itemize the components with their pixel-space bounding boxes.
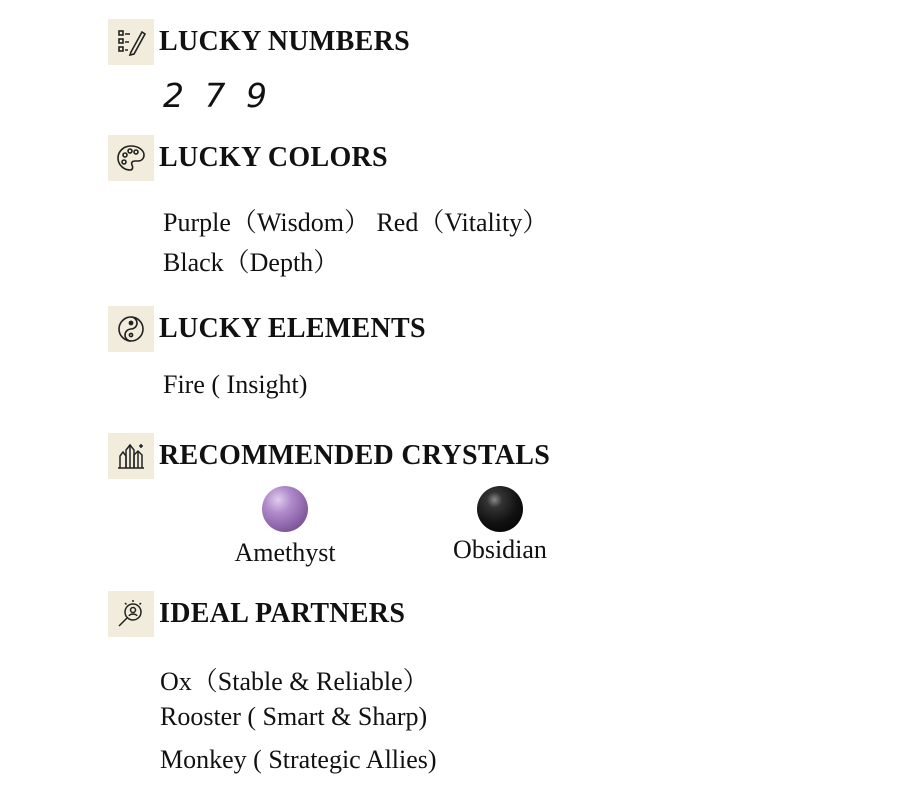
obsidian-orb [477, 486, 523, 532]
section-title: IDEAL PARTNERS [159, 598, 406, 629]
recommended-crystals-header [108, 433, 550, 479]
crystal-obsidian [430, 486, 570, 565]
ideal-partners-header [108, 591, 405, 637]
lucky-numbers-values: 2 7 9 [163, 76, 267, 115]
partner-item: Rooster ( Smart & Sharp) [160, 702, 428, 731]
section-title: LUCKY COLORS [159, 142, 388, 173]
amethyst-orb [262, 486, 308, 532]
lucky-colors-line-2: Black（Depth） [163, 248, 340, 277]
checklist-pencil-icon [108, 19, 154, 65]
partners-search-icon [108, 591, 154, 637]
partner-item: Monkey ( Strategic Allies) [160, 745, 437, 774]
lucky-colors-header [108, 135, 388, 181]
section-title: LUCKY NUMBERS [159, 26, 410, 57]
crystal-amethyst [215, 486, 355, 568]
crystal-cluster-icon [108, 433, 154, 479]
lucky-elements-header [108, 306, 426, 352]
section-title: RECOMMENDED CRYSTALS [159, 440, 551, 471]
crystal-label: Obsidian [453, 535, 547, 564]
lucky-numbers-header [108, 19, 410, 65]
palette-icon [108, 135, 154, 181]
section-title: LUCKY ELEMENTS [159, 313, 426, 344]
lucky-colors-line-1: Purple（Wisdom） Red（Vitality） [163, 208, 549, 237]
partner-item: Ox（Stable & Reliable） [160, 667, 429, 696]
yin-yang-icon [108, 306, 154, 352]
lucky-elements-line-1: Fire ( Insight) [163, 370, 308, 399]
crystal-label: Amethyst [234, 538, 336, 567]
